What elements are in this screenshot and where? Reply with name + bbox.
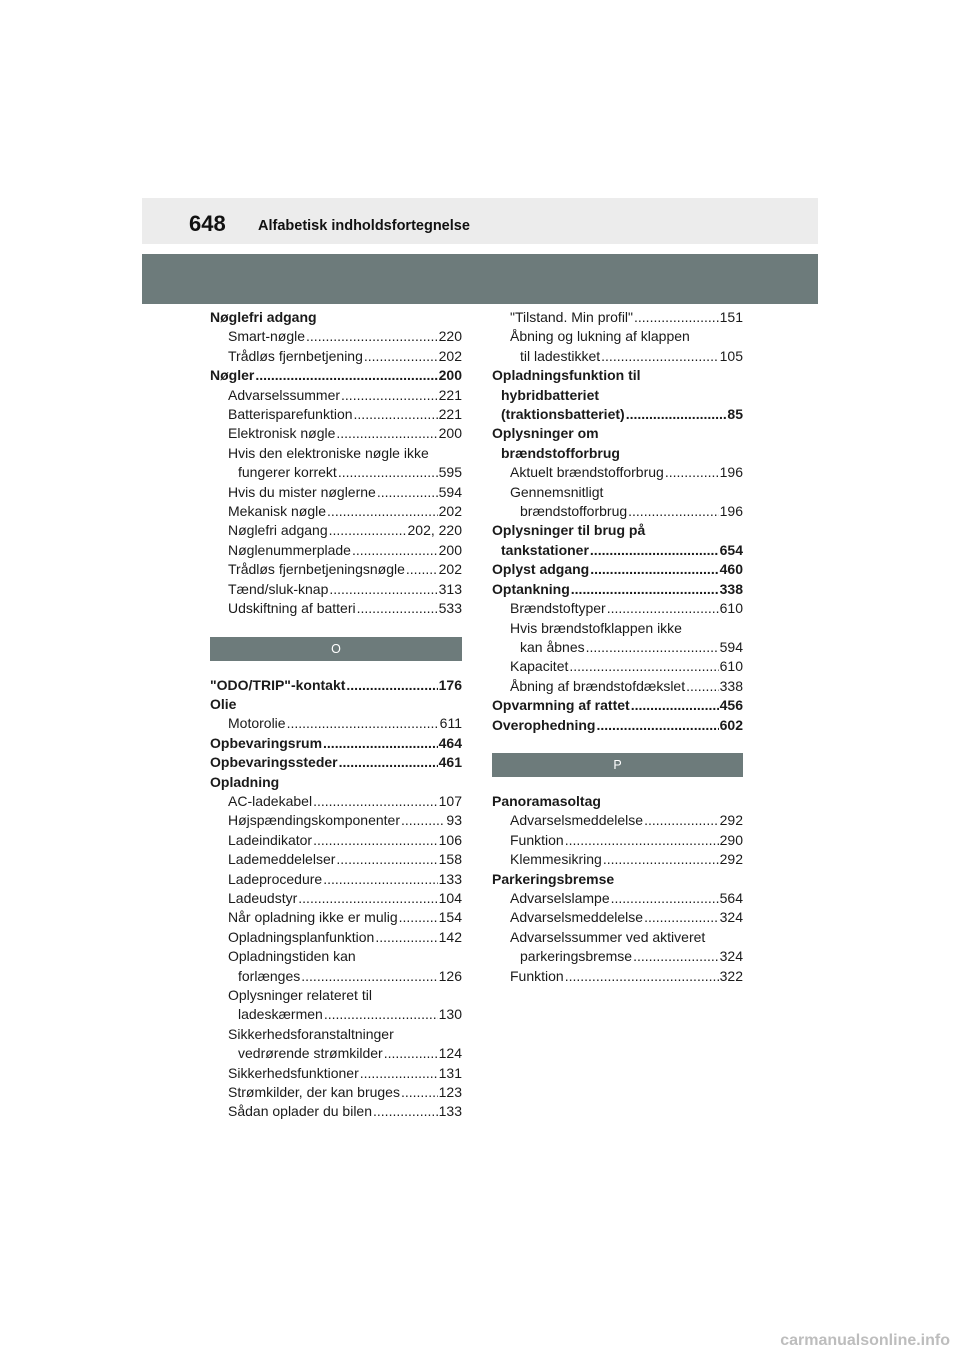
watermark-text: carmanualsonline.info	[780, 1332, 950, 1349]
index-entry	[210, 1102, 462, 1121]
dot-leader	[287, 714, 439, 733]
index-entry	[210, 1025, 462, 1044]
index-entry-page: 313	[438, 580, 462, 597]
index-entry	[210, 831, 462, 850]
index-entry-label: Funktion	[510, 967, 564, 984]
index-entry	[210, 908, 462, 927]
index-entry-page: 130	[438, 1006, 462, 1023]
index-entry	[492, 908, 743, 927]
index-entry	[210, 541, 462, 560]
index-entry-page: 93	[446, 812, 462, 829]
index-entry-label: kan åbnes	[520, 638, 585, 655]
index-entry-label: Nøglefri adgang	[228, 522, 328, 539]
index-entry-page: 221	[438, 386, 462, 403]
dot-leader	[357, 599, 438, 618]
index-entry	[492, 444, 743, 463]
index-entry-page: 202, 220	[407, 522, 462, 539]
index-entry	[492, 560, 743, 579]
page-number: 648	[189, 211, 226, 236]
index-entry-label: Batterisparefunktion	[228, 406, 353, 423]
index-entry-page: 221	[438, 406, 462, 423]
index-entry	[210, 714, 462, 733]
index-entry	[492, 347, 743, 366]
entry-list-p	[492, 792, 743, 986]
index-entry	[210, 734, 462, 753]
index-entry-label: brændstofforbrug	[520, 503, 628, 520]
index-entry-page: 564	[719, 889, 743, 906]
index-entry	[210, 463, 462, 482]
index-entry-label: Lademeddelelser	[228, 851, 336, 868]
index-entry-label: Nøglefri adgang	[210, 309, 317, 325]
index-entry	[210, 483, 462, 502]
index-entry	[210, 386, 462, 405]
dot-leader	[346, 676, 437, 695]
index-entry	[210, 889, 462, 908]
index-entry-page: 324	[719, 948, 743, 965]
index-entry	[210, 366, 462, 385]
index-entry-label: Klemmesikring	[510, 851, 602, 868]
index-entry-label: Gennemsnitligt	[510, 483, 604, 500]
dot-leader	[569, 657, 718, 676]
index-entry-page: 654	[719, 541, 743, 558]
index-entry	[492, 619, 743, 638]
index-entry	[210, 560, 462, 579]
index-entry-page: 290	[719, 831, 743, 848]
section-header-o: O	[210, 637, 462, 661]
index-entry-label: Oplyst adgang	[492, 561, 590, 578]
dot-leader	[306, 327, 438, 346]
index-entry	[210, 1083, 462, 1102]
dot-leader	[590, 541, 719, 560]
dot-leader	[628, 502, 719, 521]
index-entry-label: Udskiftning af batteri	[228, 600, 356, 617]
index-entry-label: Mekanisk nøgle	[228, 503, 327, 520]
dot-leader	[631, 696, 719, 715]
index-entry-label: ladeskærmen	[238, 1006, 323, 1023]
dot-leader	[329, 521, 407, 540]
index-entry	[492, 947, 743, 966]
index-entry-page: 324	[719, 909, 743, 926]
index-entry-label: Ladeindikator	[228, 831, 313, 848]
index-entry-label: Hvis brændstofklappen ikke	[510, 619, 682, 636]
index-entry-page: 196	[719, 503, 743, 520]
index-entry-label: Parkeringsbremse	[492, 870, 615, 887]
index-entry	[210, 444, 462, 463]
index-column-right	[492, 308, 743, 986]
index-entry-page: 202	[438, 503, 462, 520]
dot-leader	[313, 831, 438, 850]
index-entry-page: 594	[438, 483, 462, 500]
index-entry	[210, 753, 462, 772]
index-entry-label: Opladningsplanfunktion	[228, 928, 375, 945]
index-entry-page: 595	[438, 464, 462, 481]
index-entry-label: Overophedning	[492, 716, 596, 733]
index-entry-label: til ladestikket	[520, 347, 601, 364]
index-entry	[492, 657, 743, 676]
index-entry	[492, 638, 743, 657]
index-entry-label: Sikkerhedsfunktioner	[228, 1064, 359, 1081]
dot-leader	[336, 850, 437, 869]
index-entry-label: fungerer korrekt	[238, 464, 337, 481]
index-entry-page: 611	[439, 715, 462, 732]
dot-leader	[339, 753, 438, 772]
dot-leader	[324, 1005, 438, 1024]
index-entry-label: Olie	[210, 695, 237, 712]
dot-leader	[607, 599, 719, 618]
index-entry	[492, 811, 743, 830]
index-entry	[210, 676, 462, 695]
index-entry-label: Sådan oplader du bilen	[228, 1103, 373, 1120]
index-entry	[492, 716, 743, 735]
index-entry-label: Trådløs fjernbetjeningsnøgle	[228, 561, 405, 578]
index-entry	[210, 928, 462, 947]
index-entry	[210, 405, 462, 424]
index-entry	[210, 580, 462, 599]
index-entry-page: 602	[719, 716, 743, 733]
index-entry-page: 292	[719, 851, 743, 868]
dot-leader	[375, 928, 437, 947]
index-entry-label: Opladningsfunktion til	[492, 367, 641, 384]
index-entry-label: Opbevaringsrum	[210, 734, 323, 751]
index-entry-label: Ladeudstyr	[228, 889, 298, 906]
index-entry-label: Åbning og lukning af klappen	[510, 328, 690, 345]
header-band	[142, 198, 818, 244]
index-entry	[492, 870, 743, 889]
index-entry-label: tankstationer	[501, 541, 589, 558]
index-entry-label: Opvarmning af rattet	[492, 697, 630, 714]
index-entry	[210, 850, 462, 869]
index-entry	[210, 599, 462, 618]
dot-leader	[633, 947, 719, 966]
dot-leader	[298, 889, 437, 908]
index-entry-label: (traktionsbatteriet)	[501, 406, 625, 423]
dot-leader	[611, 889, 719, 908]
index-entry-page: 202	[438, 347, 462, 364]
index-entry-page: 126	[438, 967, 462, 984]
index-entry	[492, 366, 743, 385]
chapter-title: Alfabetisk indholdsfortegnelse	[258, 218, 470, 234]
index-entry	[492, 677, 743, 696]
index-entry-page: 196	[719, 464, 743, 481]
index-entry	[492, 599, 743, 618]
index-entry	[210, 947, 462, 966]
index-entry	[492, 541, 743, 560]
index-entry-page: 322	[719, 967, 743, 984]
index-entry-label: Funktion	[510, 831, 564, 848]
index-entry-label: Opbevaringssteder	[210, 754, 338, 771]
dot-leader	[626, 405, 727, 424]
index-entry	[492, 386, 743, 405]
index-entry	[492, 580, 743, 599]
index-entry	[492, 521, 743, 540]
index-entry	[210, 811, 462, 830]
index-entry-label: Advarselsmeddelelse	[510, 909, 644, 926]
index-entry-page: 133	[438, 1103, 462, 1120]
index-entry-label: Trådløs fjernbetjening	[228, 347, 363, 364]
dot-leader	[384, 1044, 438, 1063]
dot-leader	[644, 811, 719, 830]
index-entry-page: 202	[438, 561, 462, 578]
index-entry-page: 220	[438, 328, 462, 345]
index-entry-page: 151	[719, 309, 743, 325]
dot-leader	[364, 347, 438, 366]
section-header-p: P	[492, 753, 743, 777]
index-entry-label: Opladningstiden kan	[228, 948, 356, 965]
index-entry-page: 338	[719, 677, 743, 694]
entry-list-n	[210, 308, 462, 619]
dot-leader	[360, 1064, 438, 1083]
dot-leader	[338, 463, 438, 482]
index-entry-label: Optankning	[492, 580, 570, 597]
index-entry	[210, 424, 462, 443]
index-entry-label: Elektronisk nøgle	[228, 425, 336, 442]
entry-list-o-continued	[492, 308, 743, 735]
index-entry	[492, 967, 743, 986]
dot-leader	[354, 405, 438, 424]
dot-leader	[301, 967, 437, 986]
index-entry-label: Ladeprocedure	[228, 870, 323, 887]
index-entry-label: Hvis den elektroniske nøgle ikke	[228, 444, 429, 461]
dot-leader	[377, 483, 438, 502]
index-entry-label: Opladning	[210, 773, 280, 790]
dot-leader	[571, 580, 719, 599]
index-entry-label: "ODO/TRIP"-kontakt	[210, 676, 346, 693]
index-entry	[210, 1044, 462, 1063]
index-entry	[210, 870, 462, 889]
dot-leader	[352, 541, 438, 560]
index-entry-page: 456	[719, 697, 743, 714]
index-entry-label: Brændstoftyper	[510, 600, 606, 617]
index-entry-label: parkeringsbremse	[520, 948, 633, 965]
index-entry-page: 133	[438, 870, 462, 887]
index-entry	[210, 967, 462, 986]
index-entry-label: Åbning af brændstofdækslet	[510, 677, 686, 694]
chapter-banner	[142, 254, 818, 304]
index-entry-page: 154	[438, 909, 462, 926]
index-entry	[210, 792, 462, 811]
index-entry-label: Kapacitet	[510, 658, 569, 675]
index-entry-page: 338	[719, 580, 743, 597]
index-entry-label: Oplysninger relateret til	[228, 987, 372, 1003]
index-entry	[492, 463, 743, 482]
index-entry-label: Advarselslampe	[510, 889, 610, 906]
index-entry	[492, 502, 743, 521]
index-entry	[492, 327, 743, 346]
dot-leader	[603, 850, 719, 869]
index-entry-label: Tænd/sluk-knap	[228, 580, 329, 597]
index-entry-page: 200	[438, 425, 462, 442]
dot-leader	[323, 734, 438, 753]
index-entry	[492, 831, 743, 850]
index-entry-page: 85	[727, 406, 743, 423]
index-entry-label: Sikkerhedsforanstaltninger	[228, 1025, 394, 1042]
index-entry	[492, 889, 743, 908]
index-entry	[492, 928, 743, 947]
index-entry-label: vedrørende strømkilder	[238, 1045, 383, 1062]
dot-leader	[665, 463, 719, 482]
index-entry-page: 464	[438, 734, 462, 751]
index-entry-page: 200	[438, 541, 462, 558]
index-entry-page: 610	[719, 600, 743, 617]
index-entry-page: 176	[438, 676, 462, 693]
dot-leader	[401, 811, 445, 830]
dot-leader	[586, 638, 719, 657]
dot-leader	[255, 366, 437, 385]
index-entry-page: 106	[438, 831, 462, 848]
index-entry	[210, 1064, 462, 1083]
index-entry-page: 533	[438, 600, 462, 617]
index-entry-label: forlænges	[238, 967, 301, 984]
dot-leader	[341, 386, 438, 405]
index-entry-page: 594	[719, 638, 743, 655]
index-entry-label: Når opladning ikke er mulig	[228, 909, 398, 926]
index-entry	[210, 502, 462, 521]
index-entry-label: Advarselssummer ved aktiveret	[510, 928, 706, 945]
index-entry-page: 158	[438, 851, 462, 868]
dot-leader	[596, 716, 718, 735]
dot-leader	[313, 792, 438, 811]
index-entry-page: 200	[438, 367, 462, 384]
index-entry-page: 131	[438, 1064, 462, 1081]
index-entry-label: Advarselsmeddelelse	[510, 812, 644, 829]
index-entry-label: Aktuelt brændstofforbrug	[510, 464, 664, 481]
index-entry	[210, 1005, 462, 1024]
dot-leader	[373, 1102, 438, 1121]
index-entry-label: Nøglenummerplade	[228, 541, 351, 558]
index-entry-page: 461	[438, 754, 462, 771]
index-entry-label: Advarselssummer	[228, 386, 341, 403]
dot-leader	[644, 908, 719, 927]
index-entry	[210, 521, 462, 540]
dot-leader	[406, 560, 438, 579]
dot-leader	[399, 908, 438, 927]
dot-leader	[329, 580, 437, 599]
index-entry-page: 460	[719, 561, 743, 578]
dot-leader	[336, 424, 437, 443]
index-entry-label: Hvis du mister nøglerne	[228, 483, 376, 500]
index-entry-label: Strømkilder, der kan bruges	[228, 1084, 400, 1101]
index-entry-label: hybridbatteriet	[501, 386, 600, 403]
index-entry	[492, 424, 743, 443]
index-entry-page: 124	[438, 1045, 462, 1062]
index-entry-page: 107	[438, 792, 462, 809]
index-entry-label: Oplysninger om	[492, 425, 599, 442]
index-entry-label: brændstofforbrug	[501, 444, 620, 461]
dot-leader	[590, 560, 718, 579]
index-entry-label: Panoramasoltag	[492, 792, 601, 809]
index-entry	[210, 308, 462, 327]
index-entry	[492, 308, 743, 327]
index-entry	[210, 347, 462, 366]
index-entry-label: Nøgler	[210, 367, 255, 384]
dot-leader	[565, 831, 719, 850]
index-entry-page: 610	[719, 658, 743, 675]
index-entry	[210, 986, 462, 1005]
index-entry	[492, 850, 743, 869]
index-entry	[210, 773, 462, 792]
index-entry	[492, 792, 743, 811]
index-entry-page: 123	[438, 1084, 462, 1101]
index-entry	[492, 696, 743, 715]
index-entry	[492, 405, 743, 424]
dot-leader	[323, 870, 437, 889]
dot-leader	[401, 1083, 438, 1102]
dot-leader	[686, 677, 719, 696]
dot-leader	[327, 502, 438, 521]
entry-list-o	[210, 676, 462, 1122]
index-entry-label: Højspændingskomponenter	[228, 812, 400, 829]
index-entry-label: Oplysninger til brug på	[492, 522, 646, 539]
index-entry-page: 142	[438, 928, 462, 945]
index-entry	[492, 483, 743, 502]
dot-leader	[634, 308, 719, 327]
index-entry	[210, 695, 462, 714]
index-entry-label: AC-ladekabel	[228, 792, 313, 809]
index-entry-label: Smart-nøgle	[228, 328, 306, 345]
dot-leader	[565, 967, 719, 986]
index-entry	[210, 327, 462, 346]
dot-leader	[601, 347, 718, 366]
index-entry-page: 104	[438, 889, 462, 906]
index-entry-label: Motorolie	[228, 715, 286, 732]
index-entry-page: 292	[719, 812, 743, 829]
index-column-left	[210, 308, 462, 1122]
index-entry-label: "Tilstand. Min profil"	[510, 309, 634, 325]
index-entry-page: 105	[719, 347, 743, 364]
